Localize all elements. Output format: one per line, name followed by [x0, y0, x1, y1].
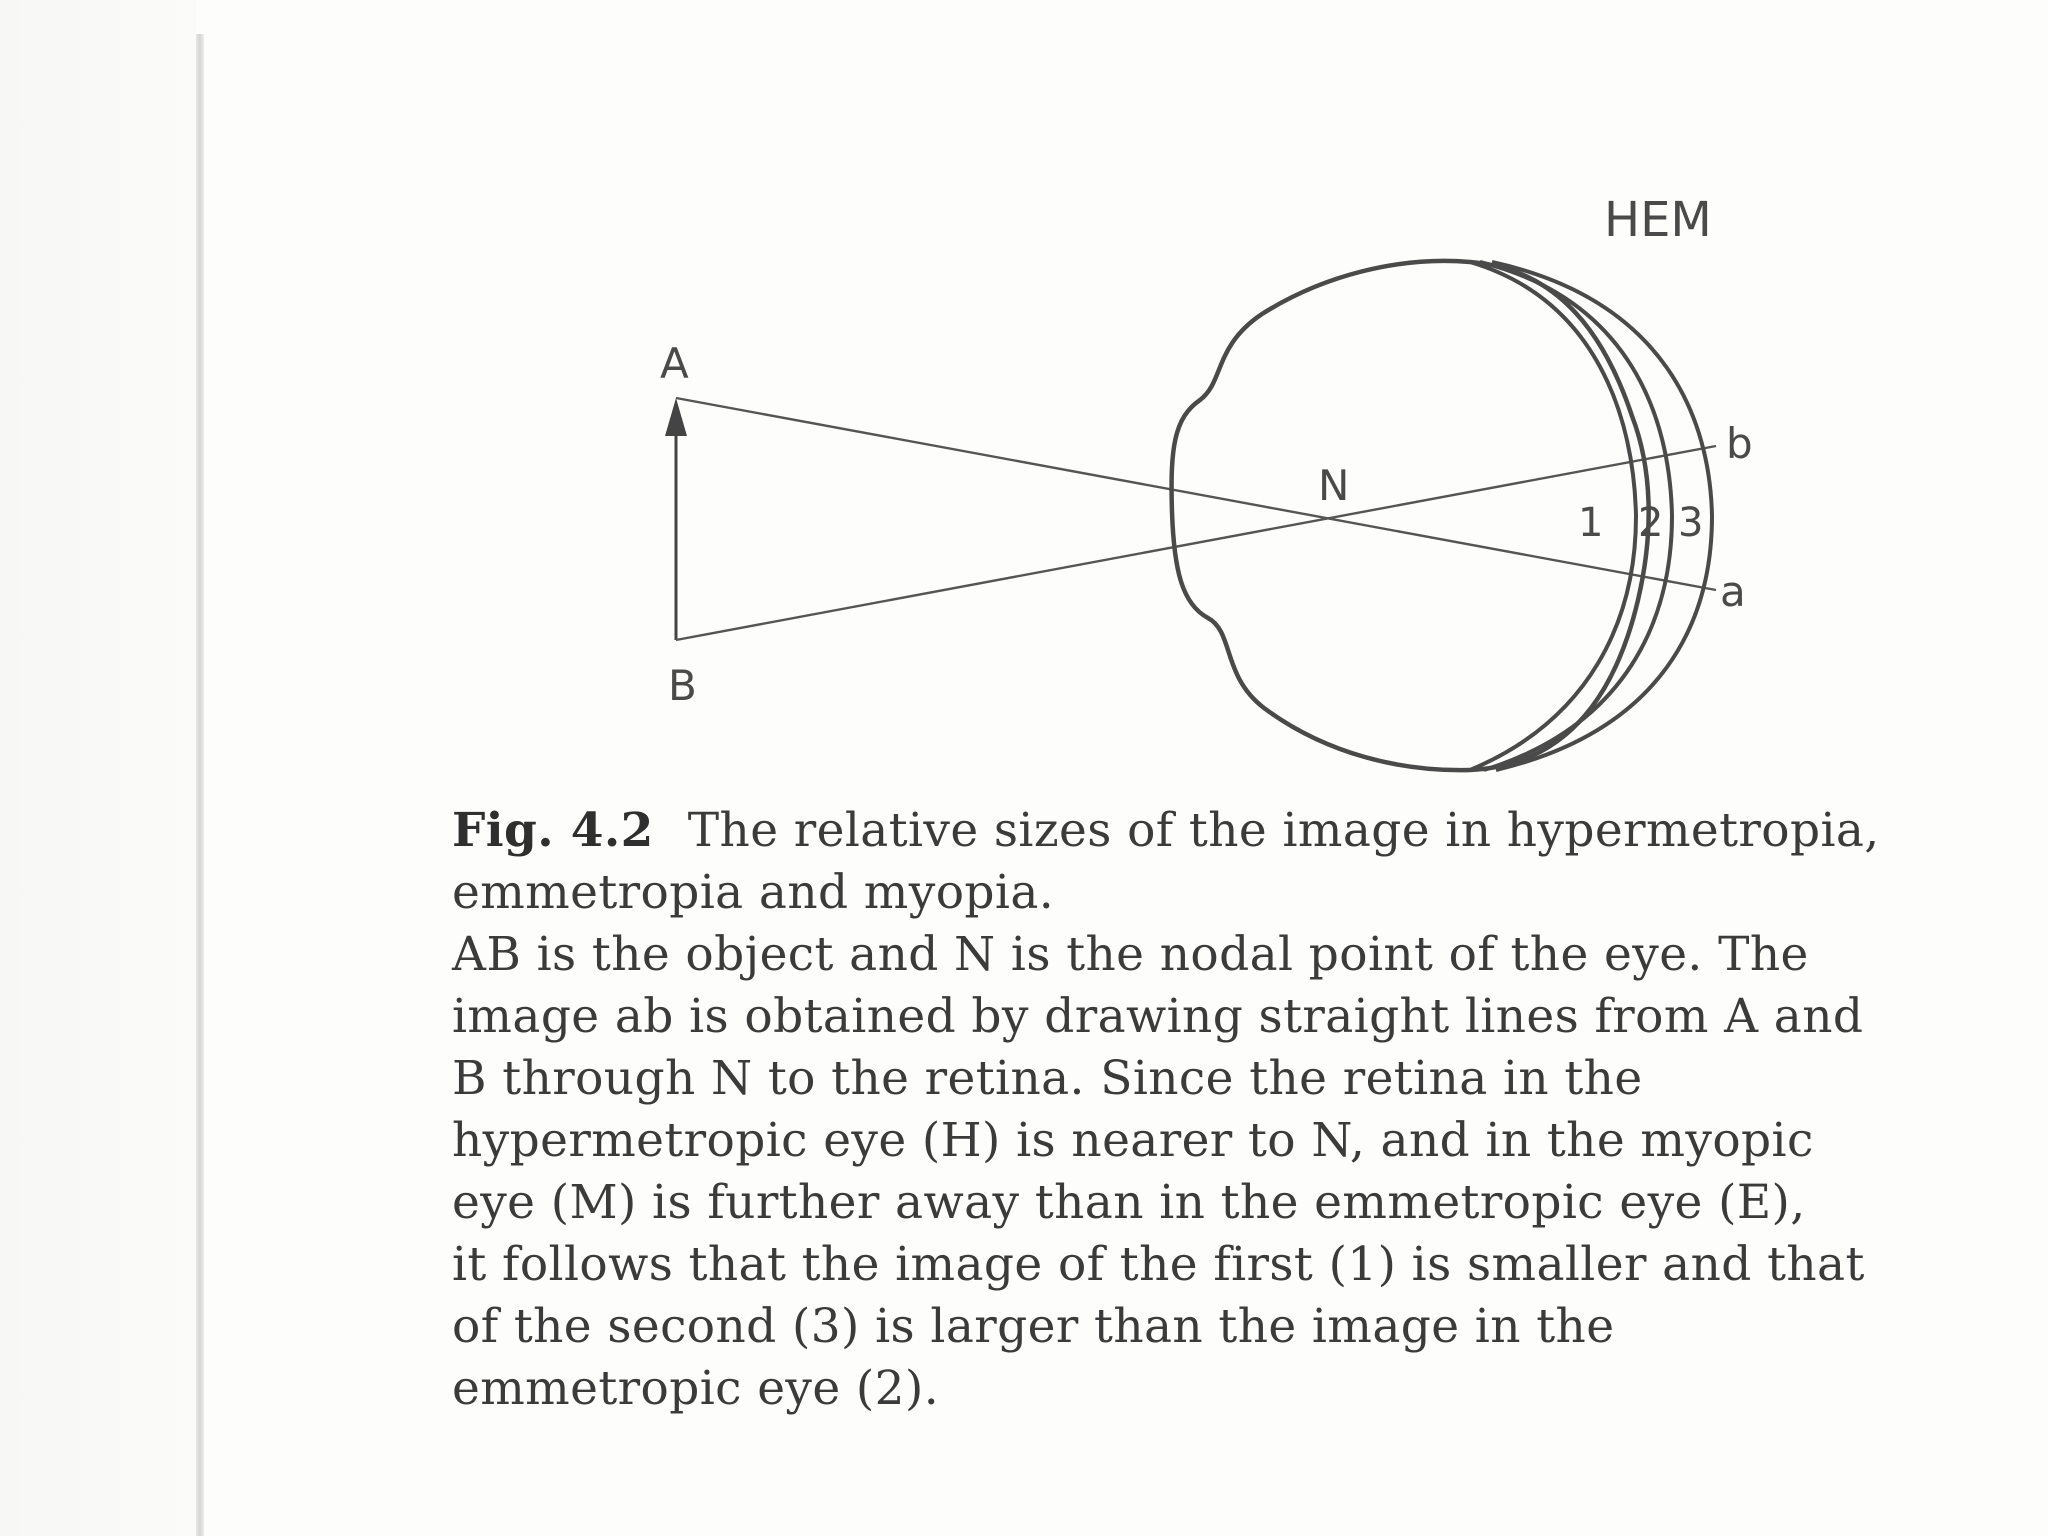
label-b-object: B	[668, 661, 697, 710]
object-arrowhead	[665, 398, 687, 436]
figure-number: Fig. 4.2	[452, 803, 654, 858]
caption-body-line-2: image ab is obtained by drawing straight lines from A and	[452, 989, 1864, 1044]
label-retina-3: 3	[1678, 500, 1704, 546]
caption-title-line-2: emmetropia and myopia.	[452, 865, 1055, 920]
caption-body-line-3: B through N to the retina. Since the retina in the	[452, 1051, 1643, 1106]
label-image-a: a	[1720, 567, 1746, 616]
label-hem: HEM	[1604, 192, 1712, 248]
caption-title	[452, 800, 1972, 862]
caption-body-line-1: AB is the object and N is the nodal point of the eye. The	[452, 927, 1809, 982]
caption-body-line-7: of the second (3) is larger than the image in the	[452, 1299, 1615, 1354]
caption-title-line-1: The relative sizes of the image in hypermetropia,	[687, 803, 1880, 858]
caption-body-line-6: it follows that the image of the first (1) is smaller and that	[452, 1237, 1865, 1292]
label-retina-2: 2	[1638, 500, 1664, 546]
label-nodal-point: N	[1318, 461, 1350, 510]
caption-body-line-8: emmetropic eye (2).	[452, 1361, 940, 1416]
ray-a-to-a	[676, 398, 1716, 590]
figure-caption	[452, 800, 1972, 1420]
caption-body-line-4: hypermetropic eye (H) is nearer to N, and in the myopic	[452, 1113, 1814, 1168]
label-a-object: A	[660, 339, 689, 388]
label-retina-1: 1	[1578, 500, 1604, 546]
label-image-b: b	[1726, 419, 1753, 468]
caption-body-line-5: eye (M) is further away than in the emmetropic eye (E),	[452, 1175, 1806, 1230]
